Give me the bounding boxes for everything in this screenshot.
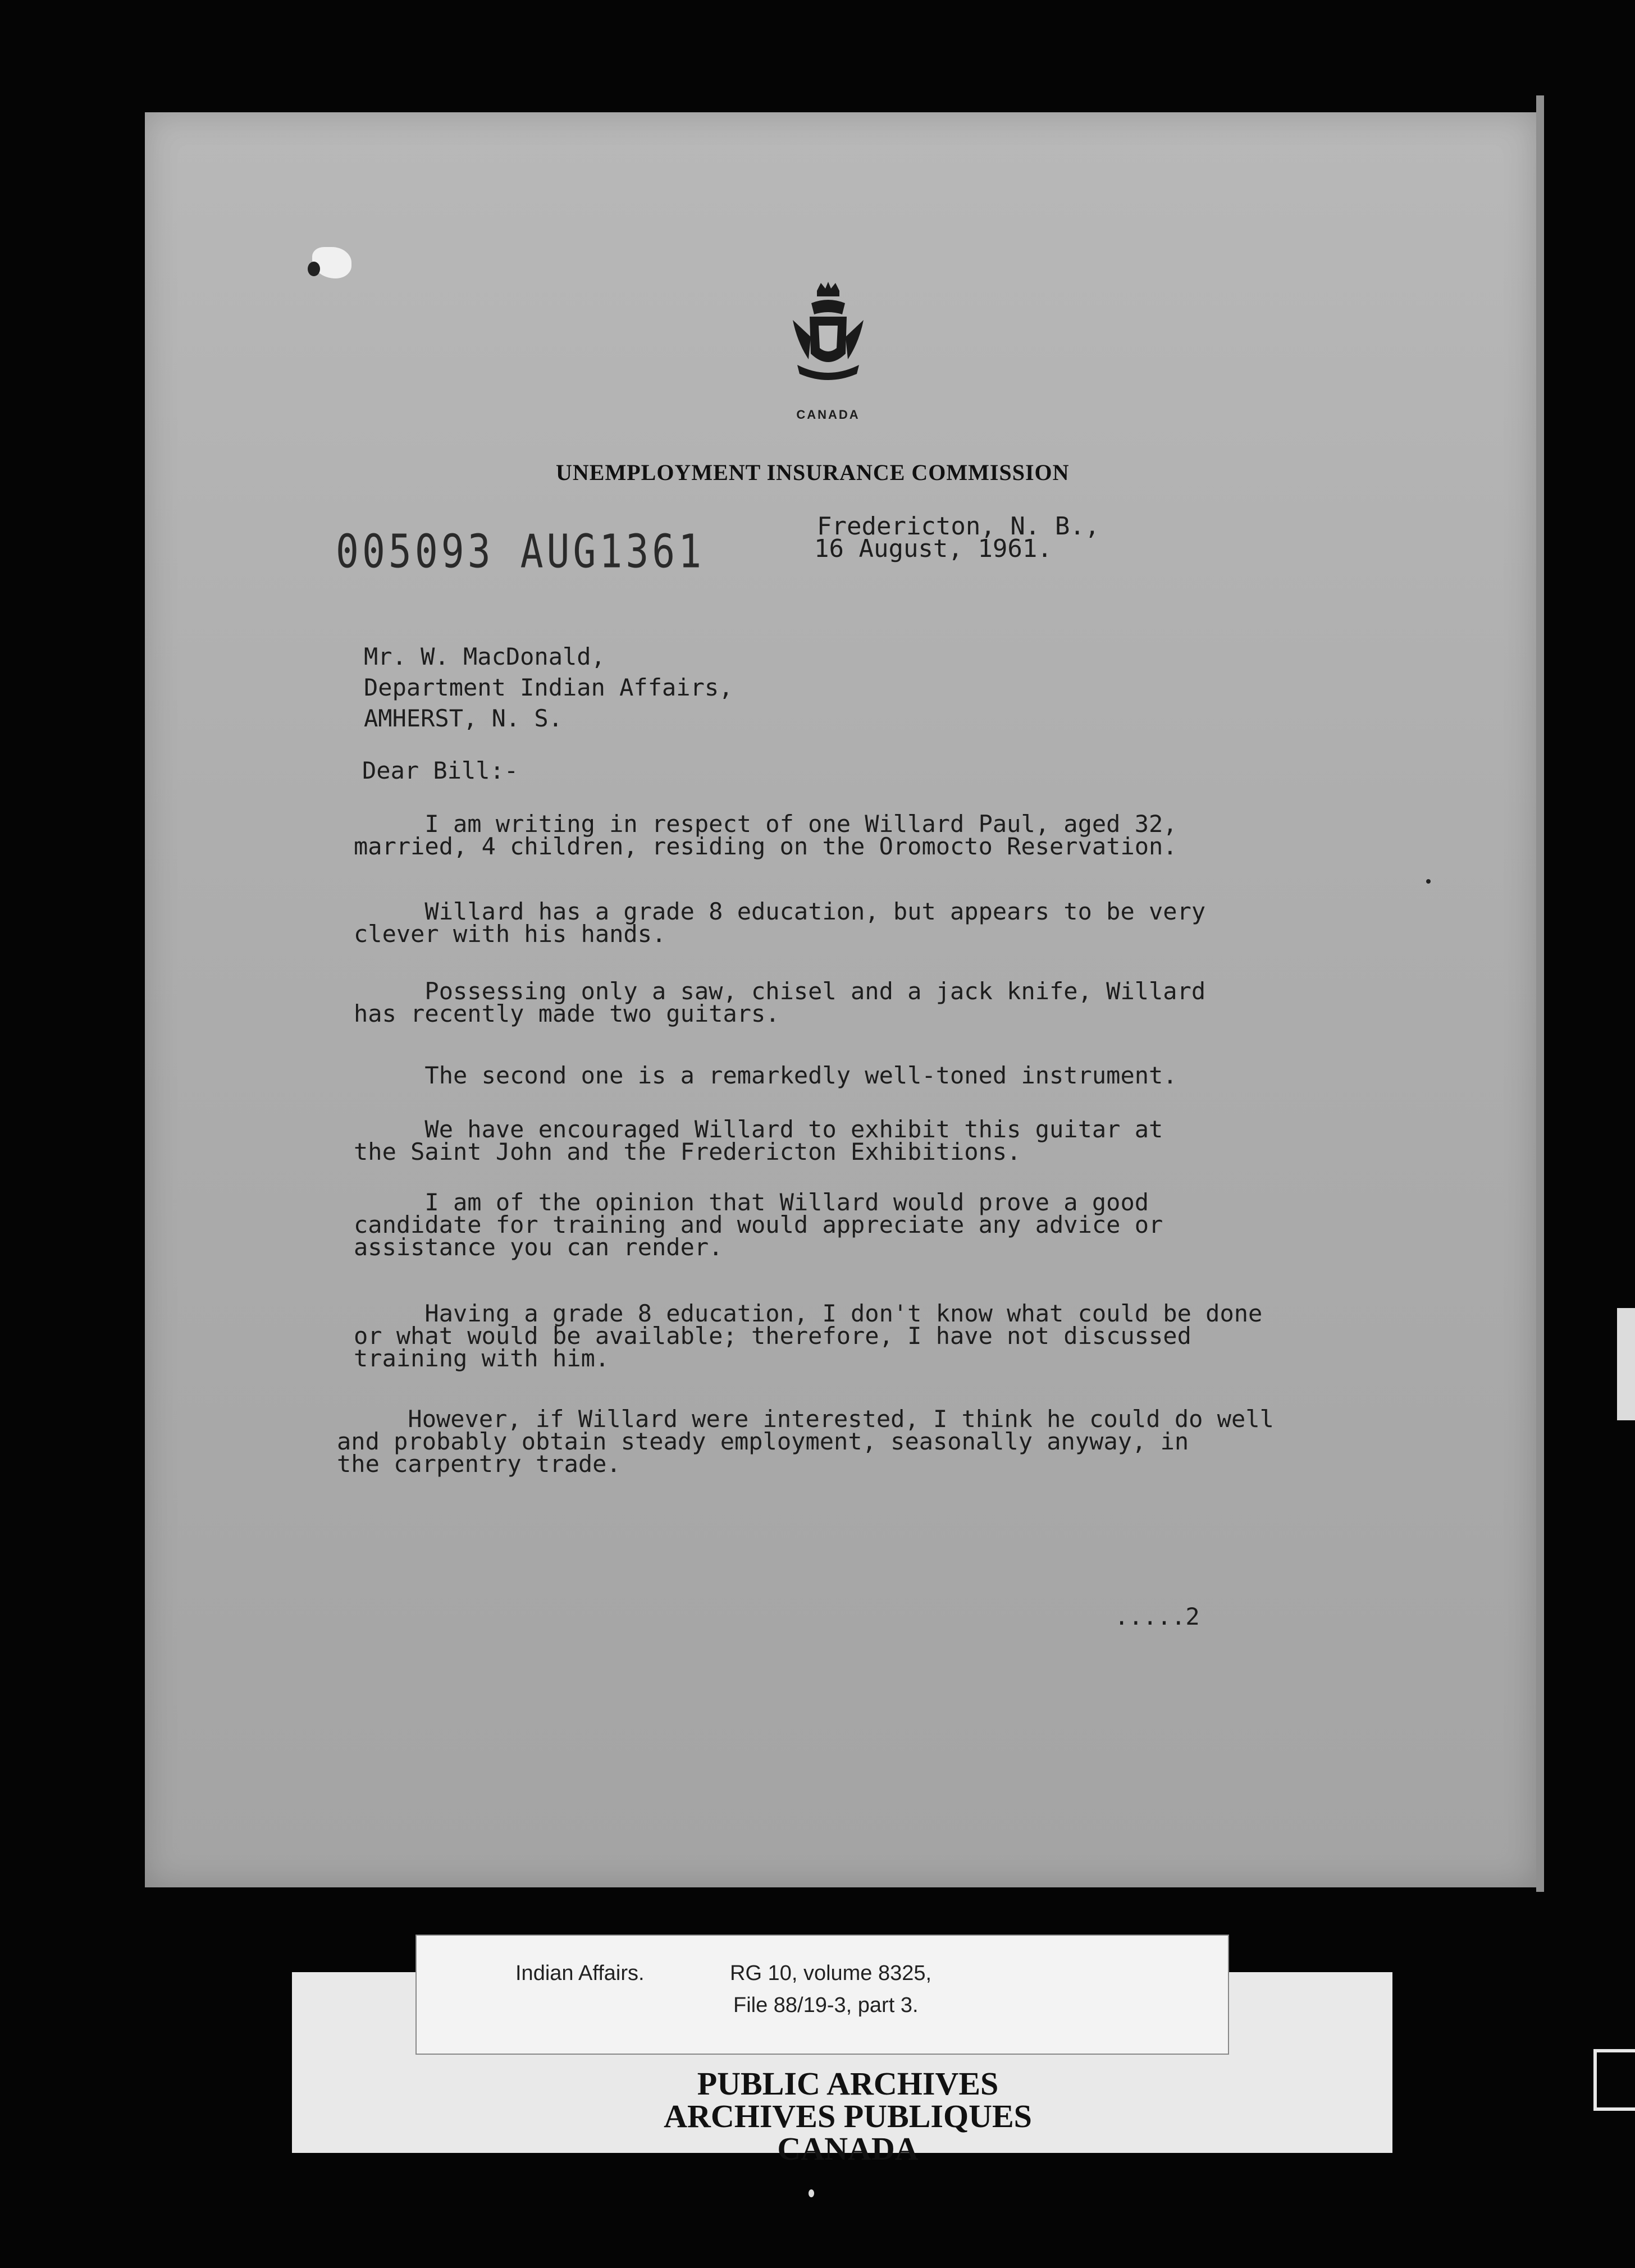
archive-label-line2: ARCHIVES PUBLIQUES — [664, 2098, 1032, 2134]
sheet-edge — [1536, 95, 1544, 1892]
body-paragraph: Possessing only a saw, chisel and a jack knife, Willard has recently made two guitars. — [354, 977, 1206, 1027]
film-speck — [809, 2189, 814, 2197]
paper-speck — [1426, 879, 1431, 884]
frame-number-marker — [1593, 2049, 1635, 2111]
recipient-department: Department Indian Affairs, — [364, 674, 733, 701]
body-paragraph: I am of the opinion that Willard would prove a good candidate for training and would appreciate any advice or assistance you can render. — [354, 1188, 1163, 1261]
archive-department: Indian Affairs. — [515, 1961, 645, 1985]
archive-label-line1: PUBLIC ARCHIVES — [697, 2065, 999, 2102]
coat-of-arms-icon — [786, 281, 870, 393]
body-paragraph: Willard has a grade 8 education, but appears to be very clever with his hands. — [354, 898, 1206, 948]
body-paragraph: However, if Willard were interested, I think he could do well and probably obtain steady employment, seasonally anyway, in the carpentry trade. — [337, 1405, 1274, 1478]
recipient-name: Mr. W. MacDonald, — [364, 643, 605, 670]
page-continuation: .....2 — [1115, 1603, 1200, 1630]
adjacent-card-edge — [1617, 1308, 1635, 1420]
letter-date: 16 August, 1961. — [814, 534, 1052, 563]
crest-caption: CANADA — [796, 408, 860, 422]
salutation: Dear Bill:- — [362, 757, 519, 784]
body-paragraph: Having a grade 8 education, I don't know what could be done or what would be available; therefore, I have not discussed training with him. — [354, 1300, 1263, 1372]
organization-name: UNEMPLOYMENT INSURANCE COMMISSION — [556, 460, 1070, 485]
file-stamp: 005093 AUG1361 — [336, 525, 705, 579]
body-paragraph: We have encouraged Willard to exhibit this guitar at the Saint John and the Fredericton Exhibitions. — [354, 1115, 1163, 1165]
archive-volume: RG 10, volume 8325, — [730, 1961, 932, 1985]
letter-place: Fredericton, N. B., — [817, 512, 1100, 541]
recipient-location: AMHERST, N. S. — [364, 705, 563, 732]
paper-speck — [308, 262, 320, 276]
body-paragraph: The second one is a remarkedly well-toned instrument. — [354, 1062, 1177, 1089]
archive-file: File 88/19-3, part 3. — [733, 1993, 919, 2017]
body-paragraph: I am writing in respect of one Willard Paul, aged 32, married, 4 children, residing on the Oromocto Reservation. — [354, 810, 1177, 860]
archive-label-line3: CANADA — [777, 2130, 919, 2167]
